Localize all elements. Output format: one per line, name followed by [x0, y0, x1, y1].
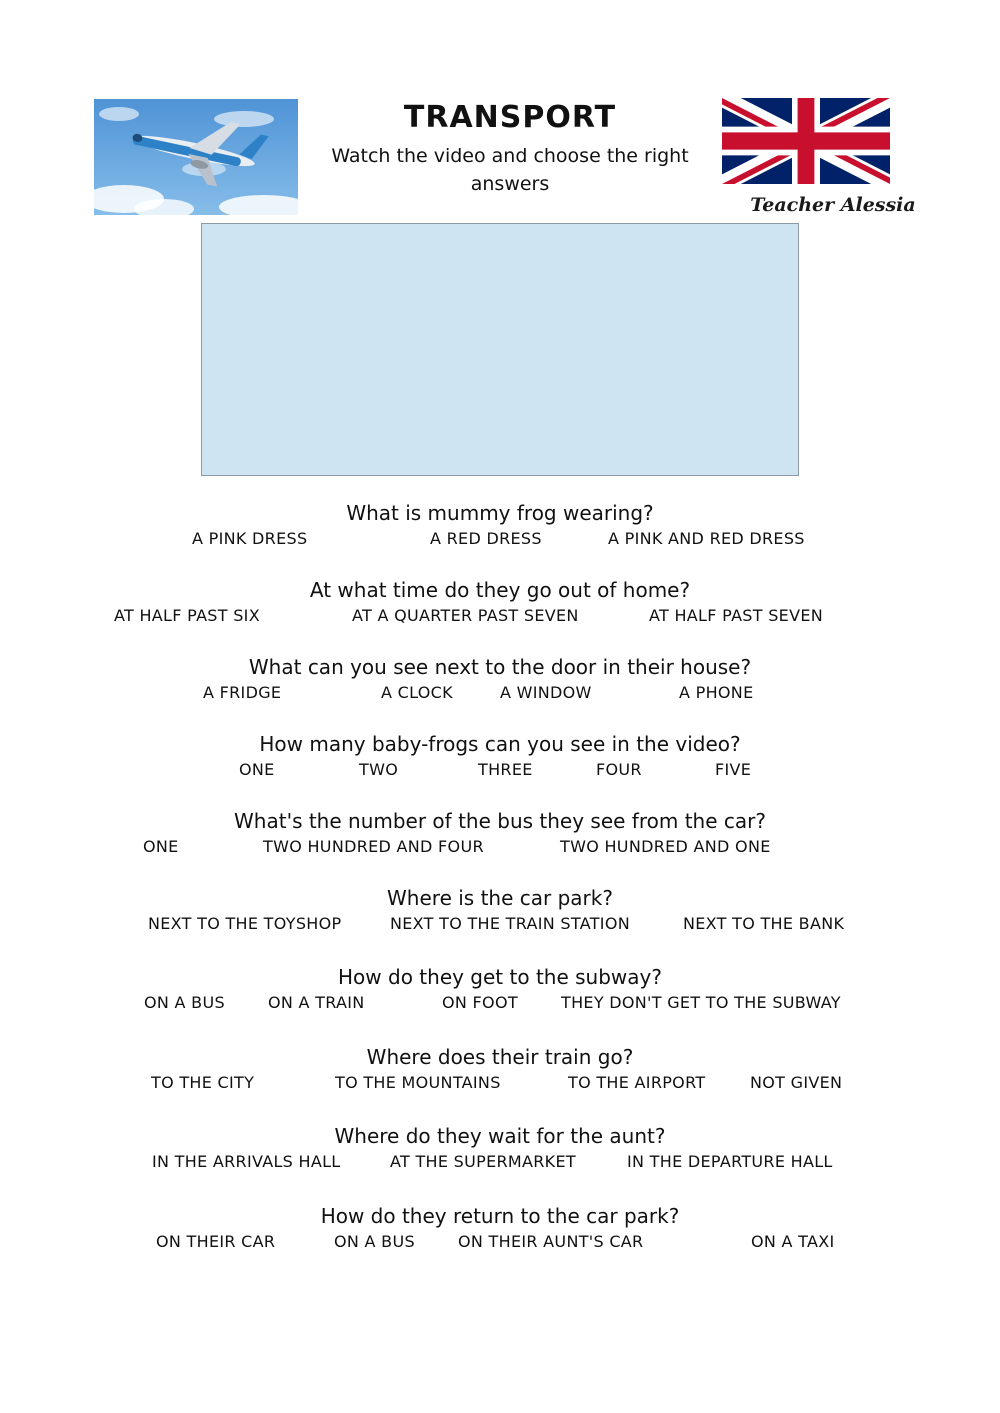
question-text: What is mummy frog wearing?: [346, 501, 654, 525]
answer-option[interactable]: THEY DON'T GET TO THE SUBWAY: [561, 993, 841, 1012]
question-text: How do they return to the car park?: [320, 1204, 680, 1228]
question-3: [0, 653, 1000, 713]
question-7: [0, 963, 1000, 1023]
answer-option[interactable]: TWO: [359, 760, 399, 779]
answer-option[interactable]: NEXT TO THE TOYSHOP: [148, 914, 342, 933]
answer-option[interactable]: TWO HUNDRED AND FOUR: [263, 837, 484, 856]
answer-option[interactable]: A PINK DRESS: [192, 529, 308, 548]
airplane-photo: [94, 99, 298, 215]
answer-option[interactable]: ON A BUS: [144, 993, 225, 1012]
answer-option[interactable]: TO THE AIRPORT: [568, 1073, 706, 1092]
answer-option[interactable]: ON A BUS: [334, 1232, 415, 1251]
answer-option[interactable]: A RED DRESS: [430, 529, 542, 548]
answer-option[interactable]: TO THE MOUNTAINS: [335, 1073, 501, 1092]
page-title: TRANSPORT: [403, 100, 617, 135]
answer-option[interactable]: A CLOCK: [381, 683, 453, 702]
answer-option[interactable]: AT THE SUPERMARKET: [390, 1152, 576, 1171]
answer-option[interactable]: TO THE CITY: [151, 1073, 255, 1092]
answer-option[interactable]: FIVE: [715, 760, 752, 779]
instructions: Watch the video and choose the right answers: [331, 145, 689, 195]
answer-option[interactable]: THREE: [478, 760, 533, 779]
question-1: [0, 499, 1000, 559]
question-text: Where does their train go?: [366, 1045, 634, 1069]
header: [320, 100, 700, 198]
question-text: What can you see next to the door in their house?: [248, 655, 752, 679]
answer-option[interactable]: A PHONE: [679, 683, 754, 702]
answer-option[interactable]: NEXT TO THE BANK: [683, 914, 845, 933]
answer-option[interactable]: ON A TAXI: [751, 1232, 835, 1251]
question-9: [0, 1122, 1000, 1182]
question-2: [0, 576, 1000, 636]
question-text: At what time do they go out of home?: [309, 578, 691, 602]
answer-option[interactable]: IN THE DEPARTURE HALL: [627, 1152, 833, 1171]
uk-flag: [722, 98, 890, 184]
answer-option[interactable]: FOUR: [596, 760, 642, 779]
answer-option[interactable]: ON A TRAIN: [268, 993, 365, 1012]
question-text: How do they get to the subway?: [338, 965, 662, 989]
question-8: [0, 1043, 1000, 1103]
answer-option[interactable]: ONE: [143, 837, 179, 856]
answer-option[interactable]: ON THEIR CAR: [156, 1232, 276, 1251]
teacher-signature: Teacher Alessia: [750, 194, 916, 216]
answer-option[interactable]: A WINDOW: [500, 683, 592, 702]
answer-option[interactable]: AT A QUARTER PAST SEVEN: [352, 606, 579, 625]
answer-option[interactable]: AT HALF PAST SEVEN: [649, 606, 824, 625]
question-text: Where is the car park?: [387, 886, 613, 910]
answer-option[interactable]: A PINK AND RED DRESS: [608, 529, 805, 548]
answer-option[interactable]: NOT GIVEN: [750, 1073, 843, 1092]
question-text: Where do they wait for the aunt?: [334, 1124, 666, 1148]
question-text: What's the number of the bus they see from the car?: [234, 809, 766, 833]
question-4: [0, 730, 1000, 790]
answer-option[interactable]: AT HALF PAST SIX: [114, 606, 260, 625]
answer-option[interactable]: NEXT TO THE TRAIN STATION: [390, 914, 630, 933]
video-player[interactable]: [201, 223, 799, 476]
answer-option[interactable]: IN THE ARRIVALS HALL: [152, 1152, 341, 1171]
answer-option[interactable]: TWO HUNDRED AND ONE: [560, 837, 771, 856]
question-5: [0, 807, 1000, 867]
question-10: [0, 1202, 1000, 1262]
question-text: How many baby-frogs can you see in the video?: [259, 732, 741, 756]
answer-option[interactable]: ON THEIR AUNT'S CAR: [458, 1232, 644, 1251]
answer-option[interactable]: ONE: [239, 760, 275, 779]
question-6: [0, 884, 1000, 944]
answer-option[interactable]: A FRIDGE: [203, 683, 282, 702]
answer-option[interactable]: ON FOOT: [442, 993, 518, 1012]
